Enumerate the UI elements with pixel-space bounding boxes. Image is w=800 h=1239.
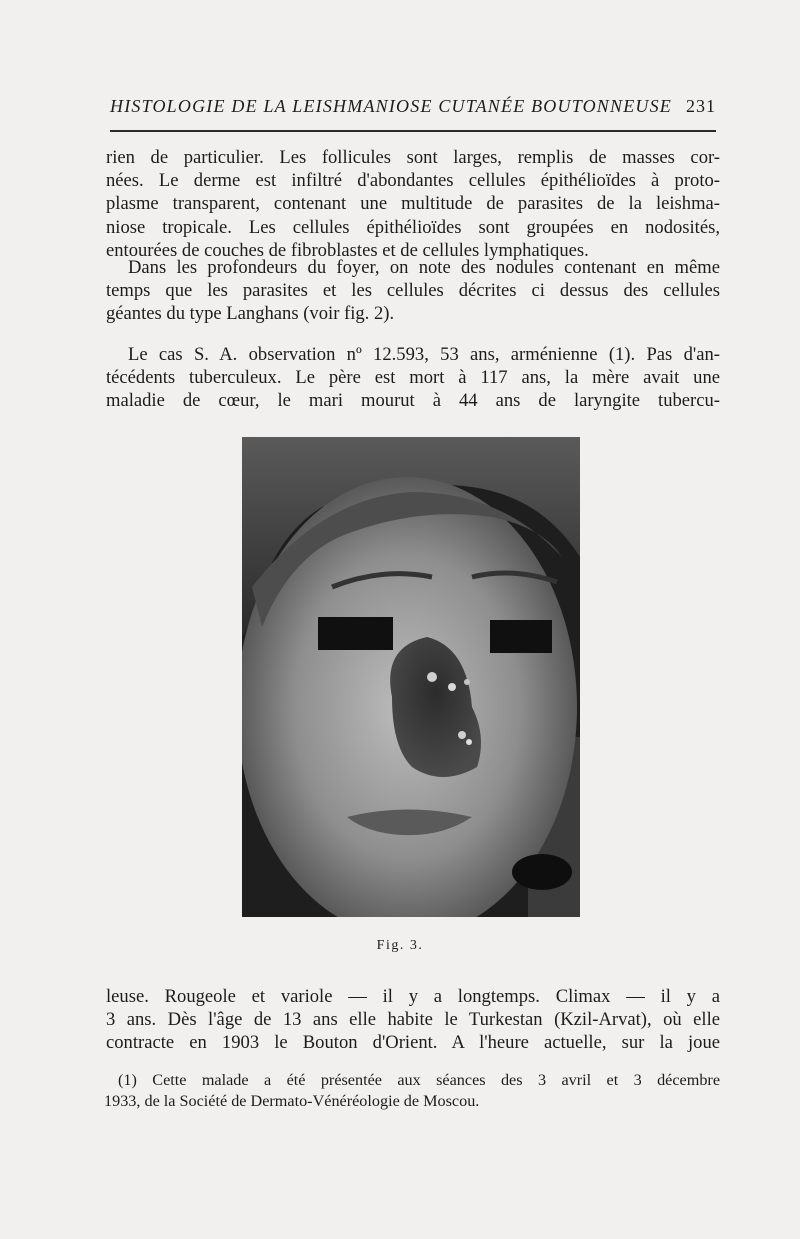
header-rule	[110, 130, 716, 132]
running-header	[110, 96, 716, 117]
text-line: plasme transparent, contenant une multitude de parasites de la leishma-	[106, 193, 720, 215]
paragraph-2	[106, 256, 720, 326]
text-line: Le cas S. A. observation nº 12.593, 53 ans, arménienne (1). Pas d'an-	[128, 344, 720, 365]
figure-caption: Fig. 3.	[376, 938, 424, 953]
footnote-line: 1933, de la Société de Dermato-Vénéréologie de Moscou.	[104, 1092, 480, 1110]
paragraph-3	[106, 343, 720, 413]
paragraph-4	[106, 985, 720, 1055]
page-number: 231	[686, 96, 716, 116]
eye-censor-bar-left	[318, 617, 393, 650]
text-line: entourées de couches de fibroblastes et de cellules lymphatiques.	[106, 239, 589, 261]
text-line: técédents tuberculeux. Le père est mort à 117 ans, la mère avait une	[106, 367, 720, 389]
text-line: 3 ans. Dès l'âge de 13 ans elle habite le Turkestan (Kzil-Arvat), où elle	[106, 1009, 720, 1031]
text-line: leuse. Rougeole et variole — il y a longtemps. Climax — il y a	[106, 986, 720, 1007]
running-title: HISTOLOGIE DE LA LEISHMANIOSE CUTANÉE BOUTONNEUSE	[110, 96, 672, 116]
text-line: temps que les parasites et les cellules décrites ci dessus des cellules	[106, 280, 720, 302]
text-line: Dans les profondeurs du foyer, on note des nodules contenant en même	[128, 257, 720, 278]
text-line: géantes du type Langhans (voir fig. 2).	[106, 303, 395, 325]
text-line: niose tropicale. Les cellules épithélioïdes sont groupées en nodosités,	[106, 216, 720, 238]
footnote-line: (1) Cette malade a été présentée aux séances des 3 avril et 3 décembre	[118, 1071, 720, 1089]
text-line: rien de particulier. Les follicules sont larges, remplis de masses cor-	[106, 147, 720, 168]
footnote	[104, 1070, 720, 1112]
paragraph-1	[106, 146, 720, 262]
text-line: contracte en 1903 le Bouton d'Orient. A l'heure actuelle, sur la joue	[106, 1032, 720, 1054]
patient-photograph	[242, 437, 580, 917]
eye-censor-bar-right	[490, 620, 552, 653]
photograph-face-image	[242, 437, 580, 917]
text-line: nées. Le derme est infiltré d'abondantes cellules épithélioïdes à proto-	[106, 170, 720, 192]
text-line: maladie de cœur, le mari mourut à 44 ans de laryngite tubercu-	[106, 390, 720, 412]
